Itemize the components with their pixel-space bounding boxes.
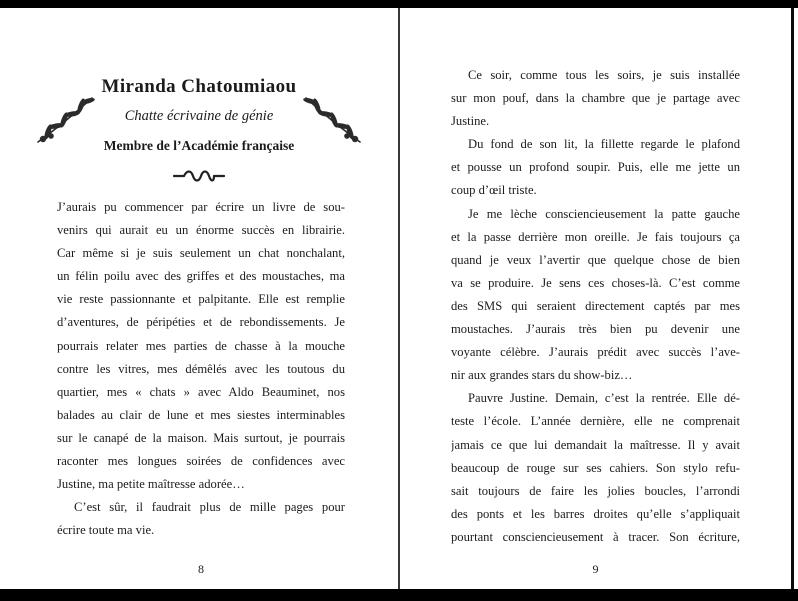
left-page-body (57, 196, 345, 542)
paragraph (451, 64, 740, 133)
text-line: venirs qui aurait eu un énorme succès en librairie. (57, 223, 345, 238)
text-line: sur mon pouf, dans la chambre que je partage avec (451, 91, 740, 106)
text-line: Justine. (451, 114, 490, 129)
text-line: contre les vitres, mes démêlés avec les toutous du (57, 361, 345, 376)
text-line: Justine, ma petite maîtresse adorée… (57, 477, 245, 492)
text-line: et la passe derrière mon oreille. Je fais toujours ça (451, 229, 740, 244)
paragraph (451, 387, 740, 549)
page-left (0, 8, 398, 589)
chapter-header (0, 76, 398, 188)
text-line: va se produire. Je sens ces choses-là. C’est comme (451, 275, 740, 290)
page-number-right: 9 (592, 562, 599, 576)
book-edge-top (0, 0, 798, 8)
text-line: quand je veux l’avertir que quelque chose de bien (451, 252, 740, 267)
chapter-subtitle: Chatte écrivaine de génie (124, 108, 274, 124)
paragraph (451, 203, 740, 388)
right-page-body (451, 64, 740, 549)
text-line: quartier, mes « chats » avec Aldo Beauminet, nos (57, 384, 345, 399)
book-edge-bottom (0, 589, 798, 601)
text-line: Ce soir, comme tous les soirs, je suis installée (468, 68, 740, 82)
text-line: sur le canapé de la maison. Mais surtout, je pourrais (57, 430, 345, 445)
divider-squiggle-icon (0, 169, 398, 188)
text-line: Car même si je suis seulement un chat nonchalant, (57, 246, 345, 261)
text-line: Pauvre Justine. Demain, c’est la rentrée. Elle dé- (468, 391, 740, 406)
text-line: voyante célèbre. J’aurais prédit avec succès l’ave- (451, 345, 740, 360)
text-line: des SMS qui seraient directement captés par mes (451, 298, 740, 313)
page-number-left: 8 (198, 562, 204, 576)
text-line: Du fond de son lit, la fillette regarde le plafond (468, 137, 740, 152)
text-line: C’est sûr, il faudrait plus de mille pages pour (74, 500, 345, 515)
text-line: moustaches. J’aurais très bien pu devenir une (451, 322, 740, 337)
text-line: balades au clair de lune et mes siestes interminables (57, 407, 345, 422)
page-gutter (398, 8, 400, 589)
text-line: coup d’œil triste. (451, 183, 537, 198)
text-line: vie reste passionnante et palpitante. Elle est remplie (57, 292, 345, 307)
text-line: pourrais relater mes parties de chasse à la mouche (57, 338, 345, 353)
paragraph (451, 133, 740, 202)
book-edge-right (791, 8, 794, 589)
text-line: des ponts et les barres droites qu’elle s’appliquait (451, 506, 740, 521)
text-line: nir aux grandes stars du show-biz… (451, 368, 633, 383)
text-line: beaucoup de rouge sur ses cahiers. Son stylo refu- (451, 460, 740, 475)
paragraph (57, 196, 345, 496)
text-line: pourtant consciencieusement à tracer. Son écriture, (451, 529, 740, 544)
text-line: jamais ce que lui demandait la maîtresse. Il y avait (451, 437, 740, 452)
text-line: Je me lèche consciencieusement la patte gauche (468, 206, 740, 221)
chapter-affiliation: Membre de l’Académie française (103, 138, 295, 153)
chapter-title: Miranda Chatoumiaou (101, 76, 297, 97)
text-line: un félin poilu avec des griffes et des moustaches, ma (57, 269, 345, 284)
paragraph (57, 496, 345, 542)
page-right (400, 8, 791, 589)
text-line: J’aurais pu commencer par écrire un livre de sou- (57, 200, 345, 214)
text-line: raconter mes longues soirées de confidences avec (57, 454, 345, 469)
text-line: et pousse un profond soupir. Puis, elle me jette un (451, 160, 740, 175)
text-line: teste l’école. L’année dernière, elle ne comprenait (451, 414, 740, 429)
text-line: écrire toute ma vie. (57, 523, 155, 538)
text-line: d’aventures, de péripéties et de rebondissements. Je (57, 315, 345, 330)
text-line: sait toujours de faire les jolies boucles, l’arrondi (451, 483, 740, 498)
